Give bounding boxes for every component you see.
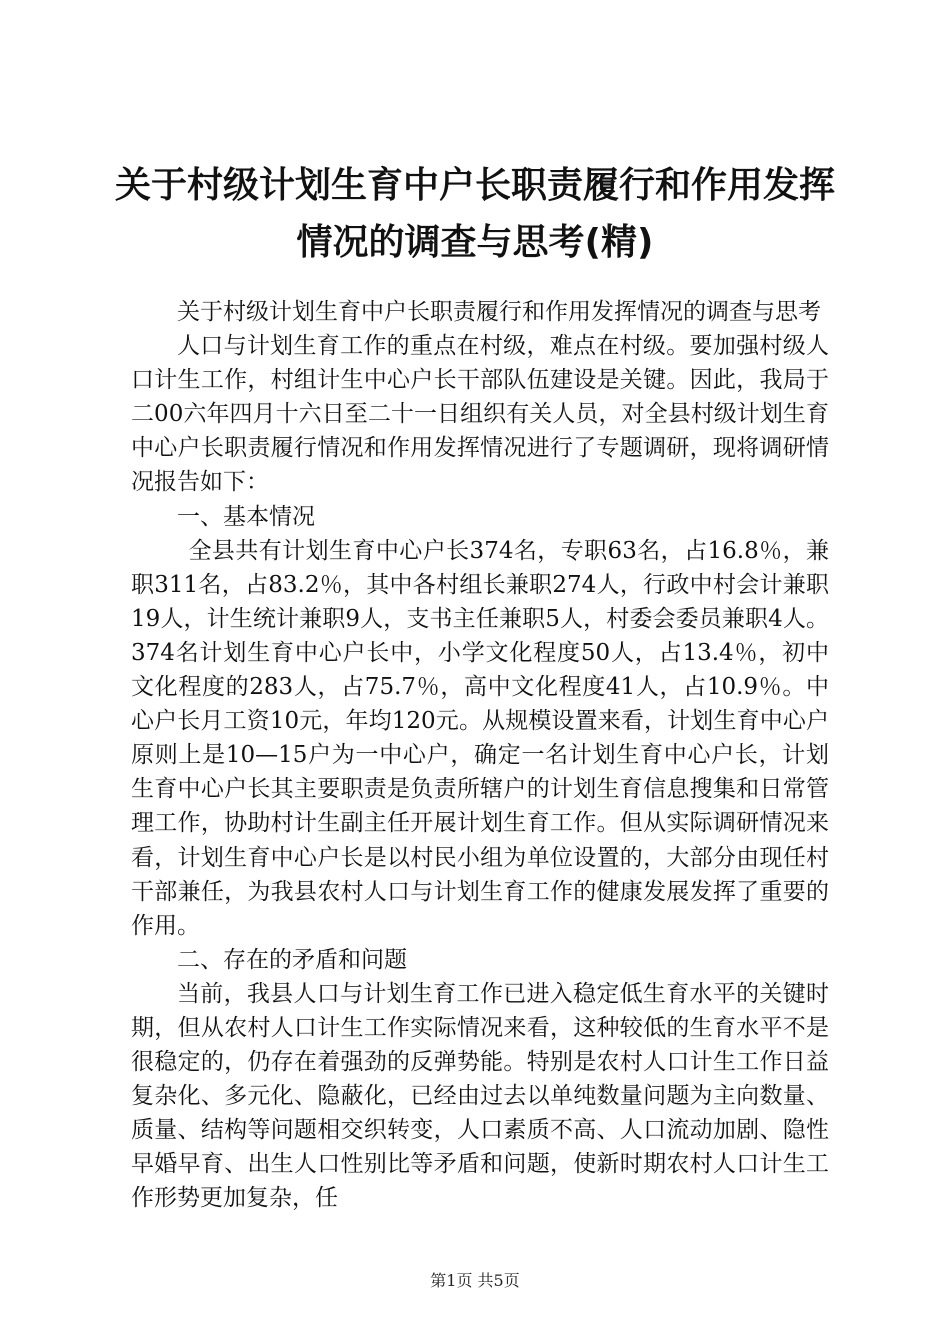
- document-title-line-1: 关于村级计划生育中户长职责履行和作用发挥: [114, 165, 835, 206]
- page-footer: 第1页 共5页: [430, 1271, 520, 1290]
- document-body: [131, 295, 829, 1216]
- document-title-line-2: 情况的调查与思考(精): [296, 222, 654, 263]
- paragraph-intro: 人口与计划生育工作的重点在村级，难点在村级。要加强村级人口计生工作，村组计生中心户长干部队伍建设是关键。因此，我局于二00六年四月十六日至二十一日组织有关人员，对全县村级计划生育中心户长职责履行情况和作用发挥情况进行了专题调研，现将调研情况报告如下：: [131, 333, 829, 496]
- section-heading-basic-situation: 一、基本情况: [177, 503, 315, 530]
- paragraph-basic-situation: 全县共有计划生育中心户长374名，专职63名，占16.8％，兼职311名，占83.2％，其中各村组长兼职274人，行政中村会计兼职19人，计生统计兼职9人，支书主任兼职5人，村委会委员兼职4人。374名计划生育中心户长中，小学文化程度50人，占13.4％，初中文化程度的283人，占75.7％，高中文化程度41人，占10.9％。中心户长月工资10元，年均120元。从规模设置来看，计划生育中心户原则上是10—15户为一中心户，确定一名计划生育中心户长，计划生育中心户长其主要职责是负责所辖户的计划生育信息搜集和日常管理工作，协助村计生副主任开展计划生育工作。但从实际调研情况来看，计划生育中心户长是以村民小组为单位设置的，大部分由现任村干部兼任，为我县农村人口与计划生育工作的健康发展发挥了重要的作用。: [131, 537, 829, 939]
- paragraph-problems: 当前，我县人口与计划生育工作已进入稳定低生育水平的关键时期，但从农村人口计生工作实际情况来看，这种较低的生育水平不是很稳定的，仍存在着强劲的反弹势能。特别是农村人口计生工作日益复杂化、多元化、隐蔽化，已经由过去以单纯数量问题为主向数量、质量、结构等问题相交织转变，人口素质不高、人口流动加剧、隐性早婚早育、出生人口性别比等矛盾和问题，使新时期农村人口计生工作形势更加复杂，任: [131, 980, 829, 1212]
- paragraph-subtitle: 关于村级计划生育中户长职责履行和作用发挥情况的调查与思考: [177, 299, 821, 325]
- section-heading-problems: 二、存在的矛盾和问题: [177, 946, 407, 973]
